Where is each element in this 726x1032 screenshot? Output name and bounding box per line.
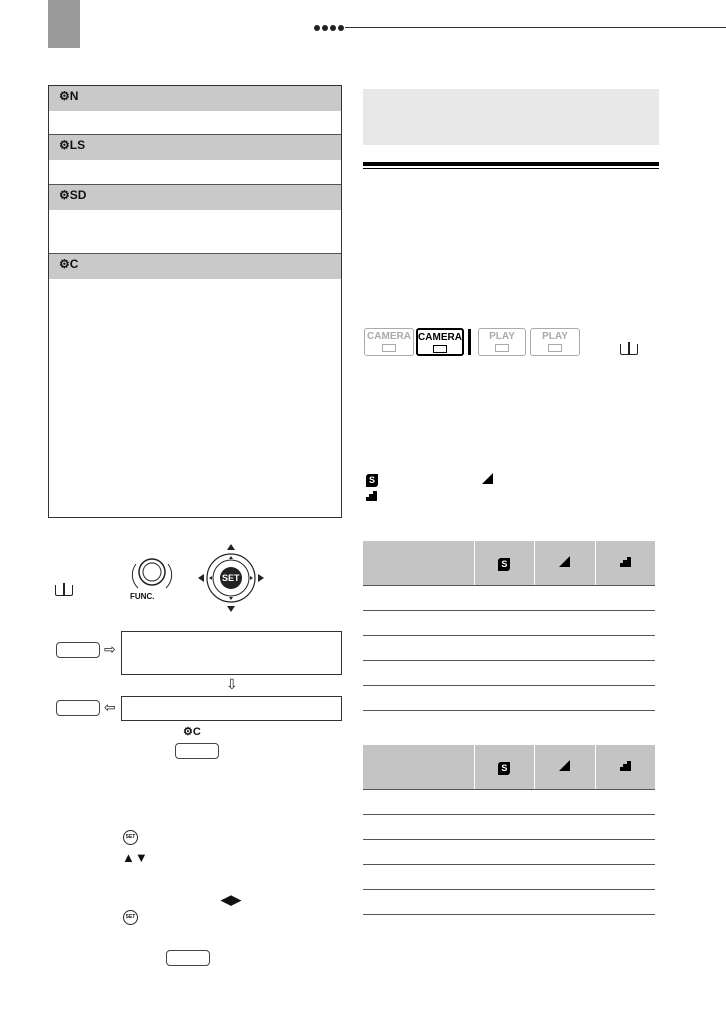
band-ls — [49, 135, 341, 160]
table-row — [363, 686, 655, 711]
func-key-box — [175, 743, 219, 759]
left-right-arrows-icon: ◀▶ — [221, 892, 241, 907]
table-row — [363, 790, 655, 815]
header-superfine: S — [474, 541, 534, 586]
section-rule-thin — [363, 168, 659, 169]
arrow-left-icon: ⇦ — [104, 699, 116, 715]
section-rule — [363, 162, 659, 166]
band-c — [49, 254, 341, 279]
table-row — [363, 815, 655, 840]
header-fine — [535, 541, 595, 586]
table-row — [363, 636, 655, 661]
chapter-tab — [48, 0, 80, 48]
func-label: FUNC. — [130, 592, 155, 601]
flow-box — [121, 696, 342, 721]
table-row — [363, 661, 655, 686]
header-normal — [595, 541, 655, 586]
arrow-down-icon: ⇩ — [226, 676, 238, 692]
mode-camera-card: CAMERA — [416, 328, 464, 356]
scene-ls-icon: ⚙LS — [59, 138, 86, 152]
normal-icon — [366, 488, 377, 506]
header-fine — [535, 745, 595, 790]
mode-play-card: PLAY — [530, 328, 580, 356]
set-button-icon: SET — [123, 910, 138, 925]
set-label: SET — [222, 573, 240, 583]
capacity-table-1 — [363, 541, 655, 711]
book-icon — [55, 583, 73, 601]
mode-play-tape: PLAY — [478, 328, 526, 356]
set-button-icon: SET — [123, 830, 138, 845]
func-key-box — [56, 642, 100, 658]
effects-panel — [48, 85, 342, 518]
header-normal — [595, 745, 655, 790]
up-down-arrows-icon: ▲▼ — [122, 850, 148, 865]
reference-box — [363, 89, 659, 145]
header-cell — [363, 745, 474, 790]
scene-c-icon: ⚙C — [59, 257, 79, 271]
func-key-box — [166, 950, 210, 966]
superfine-icon: S — [366, 470, 378, 488]
header-superfine: S — [474, 745, 534, 790]
mode-divider — [468, 329, 471, 355]
book-icon — [620, 342, 638, 360]
table-row — [363, 840, 655, 865]
header-dots — [314, 20, 346, 34]
divider — [49, 134, 341, 135]
capacity-table-2 — [363, 745, 655, 915]
mode-camera-tape: CAMERA — [364, 328, 414, 356]
arrow-right-icon: ⇨ — [104, 641, 116, 657]
flow-box — [121, 631, 342, 675]
func-key-box — [56, 700, 100, 716]
fine-icon — [482, 471, 493, 489]
band-n — [49, 86, 341, 111]
band-sd — [49, 185, 341, 210]
scene-n-icon: ⚙N — [59, 89, 79, 103]
table-row — [363, 865, 655, 890]
header-rule — [345, 27, 726, 28]
table-row — [363, 890, 655, 915]
table-row — [363, 611, 655, 636]
header-cell — [363, 541, 474, 586]
scene-sd-icon: ⚙SD — [59, 188, 87, 202]
scene-c-icon: ⚙C — [183, 726, 201, 738]
table-row — [363, 586, 655, 611]
